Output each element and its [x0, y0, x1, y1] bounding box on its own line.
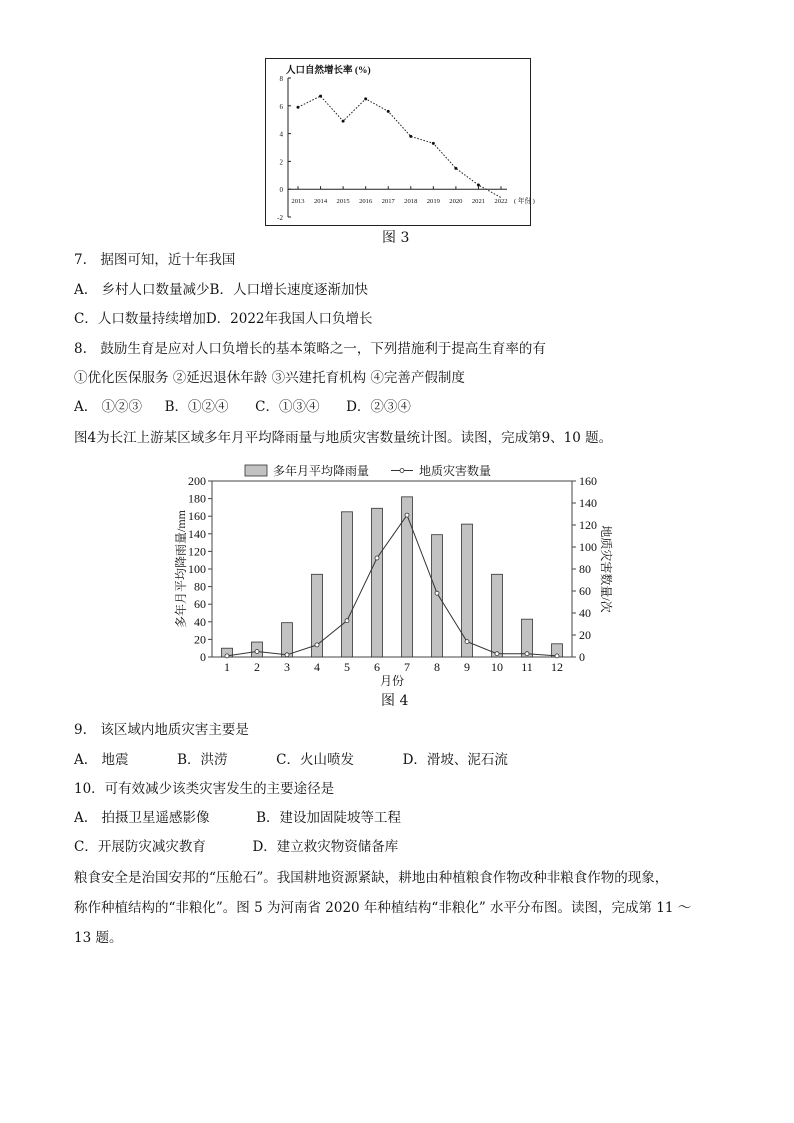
fig4-legend-bar-swatch	[245, 465, 267, 476]
fig4-disaster-point	[495, 652, 499, 656]
fig4-disaster-line	[227, 515, 557, 656]
fig4-x-axis-title: 月份	[379, 674, 405, 688]
q10-options-row1	[74, 809, 401, 827]
fig3-x-tick-label: 2016	[359, 198, 373, 206]
q8-options	[74, 398, 411, 416]
fig3-x-tick-label: 2021	[471, 198, 486, 206]
fig3-data-point	[297, 106, 300, 109]
fig4-x-tick-label: 12	[551, 660, 563, 674]
fig4-disaster-point	[285, 653, 289, 657]
fig4-x-tick-label: 5	[344, 660, 350, 674]
fig4-right-tick-label: 40	[579, 606, 591, 620]
q7-option-b[interactable]: B．人口增长速度逐渐加快	[209, 282, 368, 298]
q7-option-a[interactable]: A. 乡村人口数量减少	[74, 282, 210, 298]
q10-option-d[interactable]: D．建立救灾物资储备库	[252, 839, 399, 855]
q9-options	[74, 751, 508, 769]
fig4-right-tick-label: 100	[579, 540, 597, 554]
q10-options-row2	[74, 838, 398, 856]
fig4-left-tick-label: 180	[188, 491, 206, 506]
fig4-plot-frame	[212, 481, 572, 657]
fig3-x-tick-label: 2015	[336, 198, 350, 206]
fig4-left-tick-label: 80	[194, 579, 206, 594]
fig4-legend-bar-label: 多年月平均降雨量	[273, 464, 370, 478]
q8-option-c[interactable]: C．①③④	[255, 399, 320, 415]
fig4-disaster-point	[435, 591, 439, 595]
q7-options-row1	[74, 281, 368, 299]
fig4-left-tick-label: 160	[188, 509, 206, 524]
q10-option-a[interactable]: A. 拍摄卫星遥感影像	[74, 810, 210, 826]
fig4-disaster-point	[555, 654, 559, 658]
fig4-rainfall-disaster-chart	[170, 460, 613, 688]
q7-option-c[interactable]: C．人口数量持续增加	[74, 311, 206, 327]
q9-stem: 9. 该区域内地质灾害主要是	[74, 722, 249, 738]
fig3-y-tick-label: 8	[279, 75, 283, 83]
q8-option-b[interactable]: B．①②④	[164, 399, 229, 415]
fig4-left-tick-label: 120	[188, 544, 206, 559]
fig4-left-tick-label: 60	[194, 597, 206, 612]
fig4-left-tick-label: 100	[188, 562, 206, 576]
q10-stem: 10．可有效减少该类灾害发生的主要途径是	[74, 781, 335, 797]
fig3-x-tick-label: 2017	[381, 198, 395, 206]
fig4-disaster-point	[375, 556, 379, 560]
fig4-left-tick-label: 140	[188, 526, 206, 541]
fig4-plot-area	[173, 463, 614, 688]
fig3-caption: 图 3	[382, 230, 410, 246]
fig3-x-tick-label: 2019	[426, 198, 440, 206]
q7-option-d[interactable]: D．2022年我国人口负增长	[205, 311, 373, 327]
q9-option-a[interactable]: A. 地震	[74, 752, 129, 768]
fig3-x-tick-label: 2014	[313, 198, 328, 206]
fig4-x-tick-label: 10	[491, 660, 503, 674]
q9-option-c[interactable]: C．火山喷发	[276, 752, 354, 768]
q10-option-c[interactable]: C．开展防灾减灾教育	[74, 839, 206, 855]
fig4-rainfall-bar	[432, 535, 443, 657]
fig4-x-tick-label: 3	[284, 660, 290, 674]
fig3-x-tick-label: 2013	[291, 198, 305, 206]
fig4-x-tick-label: 8	[434, 660, 440, 674]
fig3-frame	[266, 59, 531, 226]
fig4-x-tick-label: 1	[224, 660, 230, 674]
q7-options-row2	[74, 310, 373, 328]
fig4-right-axis-title: 地质灾害数量/次	[599, 525, 613, 613]
fig4-disaster-point	[225, 654, 229, 658]
fig4-rainfall-bar	[372, 508, 383, 657]
fig3-data-point	[477, 184, 480, 187]
fig3-data-point	[387, 110, 390, 113]
fig3-data-point	[342, 120, 345, 123]
passage-line1: 粮食安全是治国安邦的“压舱石”。我国耕地资源紧缺，耕地由种植粮食作物改种非粮食作物的现象，	[74, 870, 669, 886]
q8-option-d[interactable]: D．②③④	[346, 399, 411, 415]
q10-option-b[interactable]: B．建设加固陡坡等工程	[256, 810, 402, 826]
fig3-x-tick-label: 2018	[404, 198, 418, 206]
fig3-data-point	[432, 142, 435, 145]
q8-option-a[interactable]: A. ①②③	[74, 399, 143, 415]
fig3-y-tick-label: 0	[279, 186, 283, 195]
fig3-y-tick-label: 2	[279, 158, 283, 167]
q8-stem: 8. 鼓励生育是应对人口负增长的基本策略之一，下列措施利于提高生育率的有	[74, 341, 546, 357]
fig3-data-point	[454, 167, 457, 170]
fig3-population-growth-chart	[265, 58, 535, 226]
fig3-y-tick-label: -2	[277, 214, 283, 222]
fig4-rainfall-bar	[282, 623, 293, 657]
fig4-legend-line-marker	[400, 469, 404, 473]
q8-measures: ①优化医保服务 ②延迟退休年龄 ③兴建托育机构 ④完善产假制度	[74, 370, 465, 386]
fig4-x-tick-label: 9	[464, 660, 470, 674]
fig4-right-tick-label: 160	[579, 474, 597, 488]
fig4-x-tick-label: 7	[404, 660, 410, 674]
fig4-left-tick-label: 200	[188, 474, 206, 488]
fig4-left-axis-title: 多年月平均降雨量/mm	[174, 509, 188, 629]
fig3-data-point	[364, 97, 367, 100]
fig4-legend-line-label: 地质灾害数量	[419, 464, 492, 478]
q9-option-b[interactable]: B．洪涝	[177, 752, 228, 768]
fig3-y-tick-label: 4	[279, 130, 283, 139]
fig4-intro: 图4为长江上游某区域多年月平均降雨量与地质灾害数量统计图。读图，完成第9、10 题。	[74, 430, 613, 446]
fig4-rainfall-bar	[342, 512, 353, 657]
fig3-y-tick-label: 6	[279, 102, 283, 111]
fig3-x-tick-label: 2020	[449, 198, 463, 206]
fig3-title: 人口自然增长率 (%)	[286, 66, 371, 76]
fig4-left-tick-label: 40	[194, 614, 206, 629]
fig3-x-unit-label: ( 年份 )	[514, 198, 535, 206]
fig4-x-tick-label: 4	[314, 660, 320, 674]
fig3-x-tick-label: 2022	[494, 198, 508, 206]
fig4-disaster-point	[465, 640, 469, 644]
fig4-left-tick-label: 0	[200, 650, 206, 664]
fig3-data-point	[319, 95, 322, 98]
fig4-right-tick-label: 60	[579, 584, 591, 598]
fig4-disaster-point	[315, 643, 319, 647]
fig4-x-tick-label: 2	[254, 660, 260, 674]
fig4-right-tick-label: 0	[579, 650, 585, 664]
fig4-right-tick-label: 80	[579, 562, 591, 576]
fig4-right-tick-label: 20	[579, 628, 591, 642]
fig4-disaster-point	[525, 652, 529, 656]
fig4-rainfall-bar	[492, 574, 503, 657]
fig4-right-tick-label: 140	[579, 496, 597, 510]
fig4-right-tick-label: 120	[579, 518, 597, 532]
fig4-rainfall-bar	[462, 524, 473, 657]
fig3-data-point	[409, 135, 412, 138]
fig4-disaster-point	[255, 650, 259, 654]
fig4-caption: 图 4	[381, 693, 409, 709]
fig4-disaster-point	[405, 513, 409, 517]
q7-stem: 7. 据图可知，近十年我国	[74, 252, 236, 268]
q9-option-d[interactable]: D．滑坡、泥石流	[402, 752, 508, 768]
passage-line2: 称作种植结构的“非粮化”。图 5 为河南省 2020 年种植结构“非粮化” 水平分布图。读图，完成第 11 ～	[74, 900, 692, 916]
fig4-left-tick-label: 20	[194, 632, 206, 647]
fig4-x-tick-label: 11	[521, 660, 533, 674]
passage-line3: 13 题。	[74, 930, 123, 946]
fig4-x-tick-label: 6	[374, 660, 380, 674]
fig4-disaster-point	[345, 619, 349, 623]
